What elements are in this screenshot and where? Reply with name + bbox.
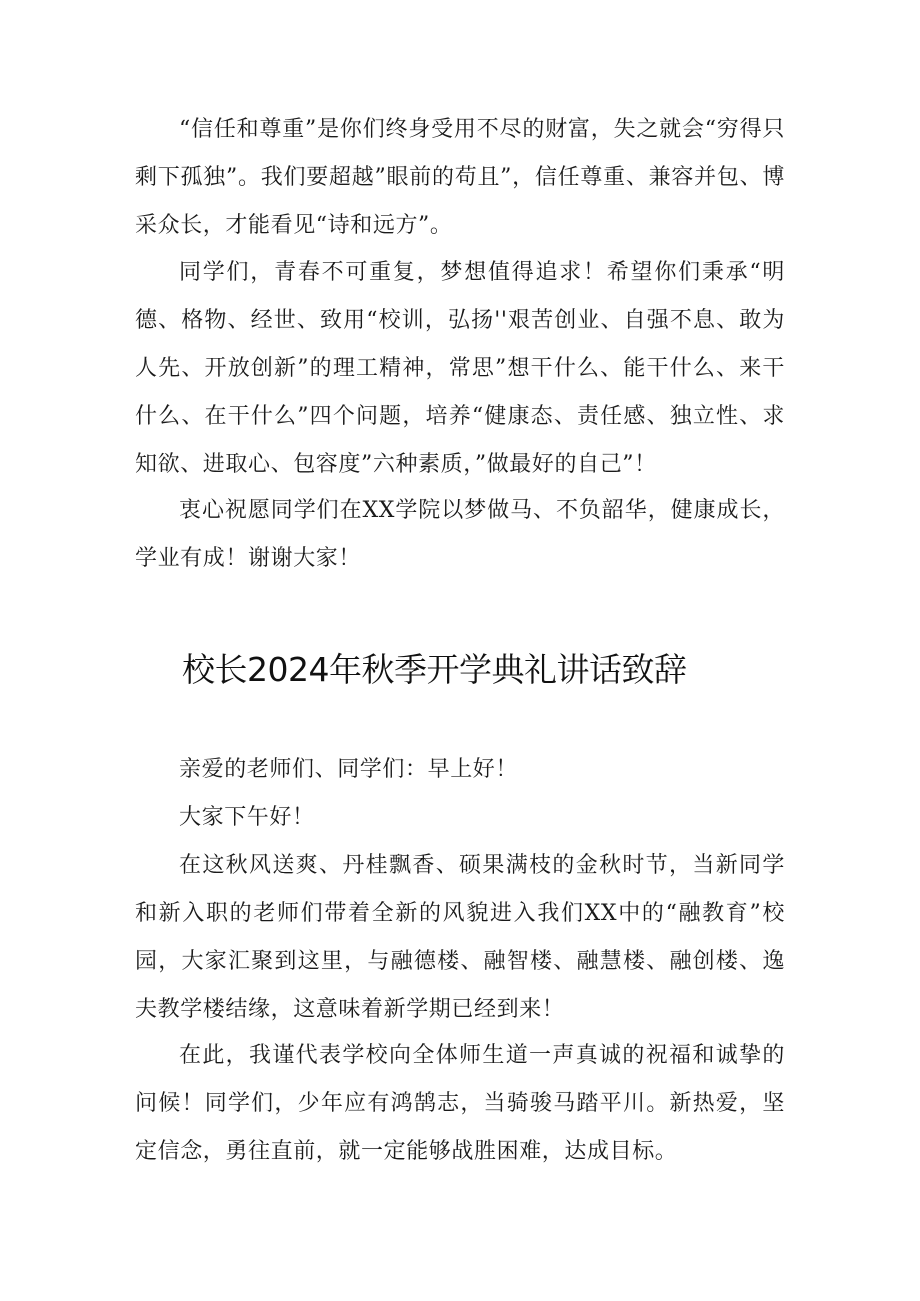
paragraph-best-wishes: 衷心祝愿同学们在XX学院以梦做马、不负韶华，健康成长，学业有成！谢谢大家！ [135,498,785,571]
paragraph-autumn-season: 在这秋风送爽、丹桂飘香、硕果满枝的金秋时节，当新同学和新入职的老师们带着全新的风貌进入我们XX中的“融教育”校园，大家汇聚到这里，与融德楼、融智楼、融慧楼、融创楼、逸夫教学楼结缘，这意味着新学期已经到来！ [135,853,785,1022]
paragraph-greeting-morning: 亲爱的老师们、同学们：早上好！ [179,757,519,782]
paragraph-greeting-afternoon: 大家下午好！ [179,805,315,830]
paragraph-trust-respect: “信任和尊重”是你们终身受用不尽的财富，失之就会“穷得只剩下孤独”。我们要超越”眼前的苟且”，信任尊重、兼容并包、博采众长，才能看见“诗和远方”。 [135,117,785,238]
paragraph-students-youth: 同学们，青春不可重复，梦想值得追求！希望你们秉承“明德、格物、经世、致用“校训，弘扬''艰苦创业、自强不息、敢为人先、开放创新”的理工精神，常思”想干什么、能干什么、来干什么、在干什么”四个问题，培养“健康态、责任感、独立性、求知欲、进取心、包容度”六种素质，”做最好的自己”！ [135,260,785,477]
speech-title: 校长2024年秋季开学典礼讲话致辞 [182,650,687,689]
paragraph-on-behalf: 在此，我谨代表学校向全体师生道一声真诚的祝福和诚挚的问候！同学们，少年应有鸿鹄志，当骑骏马踏平川。新热爱，坚定信念，勇往直前，就一定能够战胜困难，达成目标。 [135,1043,785,1164]
